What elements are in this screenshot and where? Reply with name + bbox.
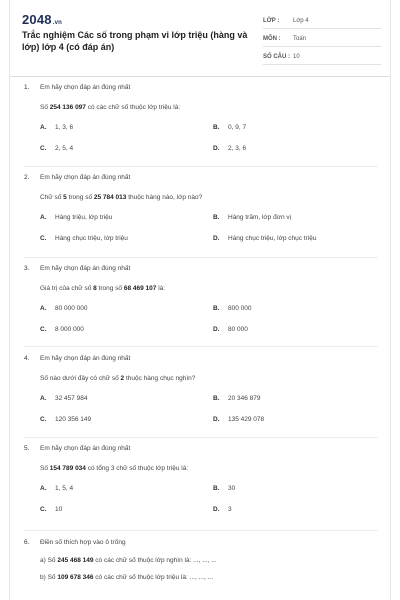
option-text: Hàng triệu, lớp triệu [55, 214, 113, 221]
document-title: Trắc nghiệm Các số trong phạm vi lớp triệu (hàng và lớp) lớp 4 (có đáp án) [22, 30, 248, 52]
option-text: 2, 5, 4 [55, 145, 74, 152]
meta-grade-label: LỚP : [263, 18, 280, 24]
option-letter: D. [213, 506, 220, 513]
site-logo[interactable] [22, 12, 62, 27]
stem-number: 154 789 034 [49, 465, 86, 472]
stem-text: có tổng 3 chữ số thuộc lớp triệu là: [85, 465, 189, 472]
question-prompt: Em hãy chọn đáp án đúng nhất [40, 264, 131, 272]
fill-number: 245 468 149 [57, 557, 94, 564]
option-c[interactable] [40, 416, 213, 423]
option-text: 32 457 984 [55, 395, 88, 402]
question-prompt: Điền số thích hợp vào ô trống [40, 538, 126, 546]
meta-subject-label: MÔN : [263, 36, 281, 42]
question-stem [40, 465, 380, 472]
stem-text: thuộc hàng nào, lớp nào? [126, 194, 203, 201]
question-stem [40, 104, 380, 111]
question-stem [40, 285, 380, 292]
option-text: Hàng chục triệu, lớp chục triệu [228, 235, 317, 242]
option-text: 10 [55, 506, 63, 513]
option-d[interactable] [213, 145, 380, 152]
option-letter: C. [40, 145, 47, 152]
option-letter: B. [213, 395, 220, 402]
logo-text: 2048 [22, 12, 52, 27]
option-b[interactable] [213, 395, 380, 402]
fill-text: có các chữ số thuộc lớp nghìn là: ..., ..., ... [93, 557, 217, 564]
option-letter: A. [40, 485, 47, 492]
option-d[interactable] [213, 235, 380, 242]
option-text: 0, 9, 7 [228, 124, 247, 131]
option-letter: A. [40, 124, 47, 131]
question-6 [24, 537, 380, 581]
worksheet-header [10, 0, 390, 77]
question-divider [24, 530, 378, 531]
option-d[interactable] [213, 416, 380, 423]
option-text: 1, 5, 4 [55, 485, 74, 492]
fill-text: b) Số [40, 574, 58, 581]
stem-number: 68 469 107 [123, 285, 157, 292]
option-letter: B. [213, 305, 220, 312]
option-c[interactable] [40, 145, 213, 152]
stem-text: là: [156, 285, 166, 292]
question-4 [24, 353, 380, 423]
option-letter: D. [213, 145, 220, 152]
fill-text: a) Số [40, 557, 58, 564]
question-5 [24, 443, 380, 513]
stem-text: Số nào dưới đây có chữ số [40, 375, 121, 382]
worksheet-page [9, 0, 391, 600]
option-text: 80 000 [228, 326, 248, 333]
option-c[interactable] [40, 506, 213, 513]
question-divider [24, 166, 378, 167]
option-c[interactable] [40, 235, 213, 242]
option-text: 800 000 [228, 305, 252, 312]
meta-subject-row [263, 32, 381, 47]
question-prompt: Em hãy chọn đáp án đúng nhất [40, 173, 131, 181]
option-text: Hàng chục triệu, lớp triệu [55, 235, 128, 242]
options-grid [40, 214, 380, 242]
option-text: 3 [228, 506, 232, 513]
stem-text: trong số [66, 194, 94, 201]
options-grid [40, 124, 380, 152]
option-text: 135 429 078 [228, 416, 265, 423]
fill-in-line-a[interactable] [40, 557, 380, 564]
option-a[interactable] [40, 395, 213, 402]
option-d[interactable] [213, 506, 380, 513]
option-text: 120 356 149 [55, 416, 92, 423]
stem-number: 2 [120, 375, 125, 382]
meta-box [263, 14, 381, 68]
option-letter: B. [213, 485, 220, 492]
question-stem [40, 194, 380, 201]
option-text: 80 000 000 [55, 305, 88, 312]
meta-count-row [263, 50, 381, 65]
stem-text: Số [40, 465, 50, 472]
stem-text: có các chữ số thuộc lớp triệu là: [85, 104, 181, 111]
meta-count-label: SỐ CÂU : [263, 54, 290, 60]
stem-text: thuộc hàng chục nghìn? [124, 375, 196, 382]
option-a[interactable] [40, 485, 213, 492]
option-text: Hàng trăm, lớp đơn vị [228, 214, 292, 221]
option-text: 30 [228, 485, 236, 492]
option-letter: B. [213, 124, 220, 131]
stem-number: 8 [93, 285, 97, 292]
option-letter: D. [213, 235, 220, 242]
question-number: 4. [24, 354, 30, 362]
question-number: 3. [24, 264, 30, 272]
fill-in-line-b[interactable] [40, 574, 380, 581]
option-text: 20 346 879 [228, 395, 261, 402]
stem-text: Số [40, 104, 50, 111]
question-3 [24, 263, 380, 333]
fill-number: 109 678 346 [57, 574, 94, 581]
stem-number: 25 784 013 [93, 194, 127, 201]
option-b[interactable] [213, 485, 380, 492]
option-b[interactable] [213, 214, 380, 221]
question-stem [40, 375, 380, 382]
question-divider [24, 346, 378, 347]
option-c[interactable] [40, 326, 213, 333]
stem-text: Giá trị của chữ số [40, 285, 94, 292]
stem-number: 5 [63, 194, 67, 201]
stem-text: trong số [96, 285, 124, 292]
question-prompt: Em hãy chọn đáp án đúng nhất [40, 83, 131, 91]
fill-text: có các chữ số thuộc lớp triệu là: ..., ..., ... [93, 574, 214, 581]
question-number: 2. [24, 173, 30, 181]
meta-grade-value: Lớp 4 [293, 18, 309, 24]
option-letter: A. [40, 305, 47, 312]
option-d[interactable] [213, 326, 380, 333]
option-b[interactable] [213, 124, 380, 131]
option-letter: B. [213, 214, 220, 221]
options-grid [40, 305, 380, 333]
options-grid [40, 485, 380, 513]
question-prompt: Em hãy chọn đáp án đúng nhất [40, 444, 131, 452]
option-a[interactable] [40, 305, 213, 312]
option-letter: C. [40, 506, 47, 513]
option-letter: D. [213, 416, 220, 423]
stem-number: 254 136 097 [49, 104, 86, 111]
question-2 [24, 172, 380, 242]
option-letter: A. [40, 214, 47, 221]
question-prompt: Em hãy chọn đáp án đúng nhất [40, 354, 131, 362]
meta-subject-value: Toán [293, 36, 307, 42]
question-divider [24, 437, 378, 438]
option-letter: D. [213, 326, 220, 333]
options-grid [40, 395, 380, 423]
option-b[interactable] [213, 305, 380, 312]
option-text: 2, 3, 6 [228, 145, 247, 152]
stem-text: Chữ số [40, 194, 64, 201]
meta-grade-row [263, 14, 381, 29]
question-number: 6. [24, 538, 30, 546]
question-1 [24, 82, 380, 152]
logo-suffix: .vn [52, 20, 63, 26]
question-number: 1. [24, 83, 30, 91]
option-text: 1, 3, 6 [55, 124, 74, 131]
option-a[interactable] [40, 214, 213, 221]
meta-count-value: 10 [293, 54, 300, 60]
option-letter: A. [40, 395, 47, 402]
option-letter: C. [40, 416, 47, 423]
option-text: 8 000 000 [55, 326, 84, 333]
option-letter: C. [40, 326, 47, 333]
question-number: 5. [24, 444, 30, 452]
option-a[interactable] [40, 124, 213, 131]
question-divider [24, 257, 378, 258]
option-letter: C. [40, 235, 47, 242]
